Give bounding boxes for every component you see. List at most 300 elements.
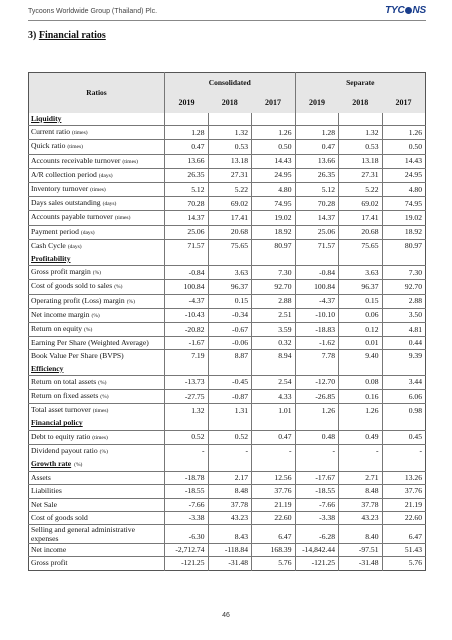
ratio-value: 24.95 <box>382 168 426 182</box>
table-row <box>29 525 426 544</box>
ratio-value: -10.43 <box>165 308 209 322</box>
ratio-value: 17.41 <box>208 211 252 225</box>
table-row <box>29 337 426 350</box>
ratio-value: 4.80 <box>252 183 296 197</box>
ratio-value: 5.12 <box>165 183 209 197</box>
ratio-label-cell <box>29 444 165 458</box>
ratio-value: 69.02 <box>208 197 252 211</box>
section-name: Efficiency <box>31 363 64 373</box>
ratio-value: 80.97 <box>382 239 426 253</box>
empty-cell <box>339 458 383 472</box>
ratio-unit: (%) <box>91 312 100 319</box>
ratio-label-cell <box>29 280 165 294</box>
ratio-unit: (times) <box>122 158 138 165</box>
table-row <box>29 211 426 225</box>
ratio-value: 3.44 <box>382 375 426 389</box>
ratio-value: 1.32 <box>339 126 383 140</box>
ratio-label: Gross profit margin <box>31 267 91 277</box>
ratio-label: Dividend payout ratio <box>31 445 98 455</box>
ratio-value: 37.78 <box>339 498 383 511</box>
ratio-value: - <box>295 444 339 458</box>
table-row <box>29 126 426 140</box>
ratio-label: Return on fixed assets <box>31 391 99 401</box>
ratio-value: 0.15 <box>208 294 252 308</box>
empty-cell <box>208 113 252 126</box>
ratio-label: Cash Cycle <box>31 240 66 250</box>
ratio-value: 1.26 <box>252 126 296 140</box>
ratio-value: 6.47 <box>252 525 296 544</box>
ratio-value: 0.50 <box>382 140 426 154</box>
empty-cell <box>295 363 339 376</box>
ratio-value: -0.45 <box>208 375 252 389</box>
ratio-value: -31.48 <box>208 557 252 570</box>
ratio-label-cell <box>29 525 165 544</box>
ratio-value: 12.56 <box>252 472 296 485</box>
section-name: Profitability <box>31 254 71 264</box>
ratio-unit: (%) <box>84 327 93 334</box>
ratio-label: Total asset turnover <box>31 405 91 415</box>
section-header-row <box>29 363 426 376</box>
company-name-header: Tycoons Worldwide Group (Thailand) Plc. <box>28 8 158 15</box>
ratio-label-cell <box>29 140 165 154</box>
header-divider <box>28 20 426 21</box>
separate-header: Separate <box>295 73 426 94</box>
ratio-value: -14,842.44 <box>295 544 339 557</box>
logo-text-right: NS <box>412 5 426 16</box>
ratio-value: - <box>208 444 252 458</box>
ratio-label: Cost of goods sold to sales <box>31 281 113 291</box>
ratio-label: Earning Per Share (Weighted Average) <box>31 338 149 348</box>
ratio-value: - <box>382 444 426 458</box>
ratio-value: 7.19 <box>165 350 209 363</box>
ratio-unit: (times) <box>90 187 106 194</box>
section-header-row <box>29 113 426 126</box>
ratio-value: 18.92 <box>252 225 296 239</box>
year-header: 2018 <box>339 93 383 113</box>
ratio-value: 19.02 <box>252 211 296 225</box>
ratio-value: 70.28 <box>295 197 339 211</box>
ratio-value: 9.39 <box>382 350 426 363</box>
ratio-label: Selling and general administrative expenses <box>31 525 135 544</box>
table-header-groups <box>29 73 426 94</box>
ratio-unit: (days) <box>98 172 113 179</box>
ratio-unit: (days) <box>102 201 117 208</box>
table-row <box>29 557 426 570</box>
table-row <box>29 140 426 154</box>
ratio-value: 0.01 <box>339 337 383 350</box>
ratio-label-cell <box>29 183 165 197</box>
ratio-value: 37.76 <box>382 485 426 498</box>
ratio-value: 37.76 <box>252 485 296 498</box>
empty-cell <box>339 363 383 376</box>
ratio-value: -18.55 <box>165 485 209 498</box>
ratio-value: 2.88 <box>382 294 426 308</box>
ratio-value: 27.31 <box>208 168 252 182</box>
ratio-value: 43.23 <box>208 511 252 524</box>
empty-cell <box>165 417 209 430</box>
ratio-value: 20.68 <box>339 225 383 239</box>
section-name: Financial policy <box>31 418 83 428</box>
ratio-value: -18.55 <box>295 485 339 498</box>
ratio-value: -18.83 <box>295 323 339 337</box>
ratio-value: 0.45 <box>382 430 426 444</box>
ratio-value: -3.38 <box>295 511 339 524</box>
ratio-value: 20.68 <box>208 225 252 239</box>
ratio-value: 0.32 <box>252 337 296 350</box>
ratio-unit: (%) <box>114 284 123 291</box>
table-row <box>29 404 426 418</box>
year-header: 2018 <box>208 93 252 113</box>
table-row <box>29 350 426 363</box>
ratio-value: 2.88 <box>252 294 296 308</box>
ratio-value: 0.06 <box>339 308 383 322</box>
year-header: 2019 <box>165 93 209 113</box>
empty-cell <box>295 417 339 430</box>
ratio-label: Liabilities <box>31 486 62 496</box>
empty-cell <box>382 458 426 472</box>
ratio-value: 1.28 <box>295 126 339 140</box>
empty-cell <box>252 363 296 376</box>
ratio-value: 6.06 <box>382 390 426 404</box>
ratio-label-cell <box>29 485 165 498</box>
ratio-value: 3.50 <box>382 308 426 322</box>
ratio-value: 70.28 <box>165 197 209 211</box>
ratio-label-cell <box>29 498 165 511</box>
ratio-value: 0.53 <box>339 140 383 154</box>
table-row <box>29 444 426 458</box>
ratio-value: 5.76 <box>382 557 426 570</box>
ratio-value: 1.26 <box>339 404 383 418</box>
section-name: Liquidity <box>31 114 62 123</box>
ratio-unit: (times) <box>114 215 131 222</box>
ratio-value: 2.54 <box>252 375 296 389</box>
ratio-label-cell <box>29 337 165 350</box>
ratio-value: 0.08 <box>339 375 383 389</box>
ratio-value: -27.75 <box>165 390 209 404</box>
empty-cell <box>208 253 252 266</box>
ratio-label-cell <box>29 472 165 485</box>
ratio-value: 4.80 <box>382 183 426 197</box>
empty-cell <box>382 417 426 430</box>
ratio-value: 13.18 <box>339 154 383 168</box>
ratio-value: 3.63 <box>208 266 252 280</box>
ratio-value: 26.35 <box>165 168 209 182</box>
table-body <box>29 113 426 570</box>
empty-cell <box>165 363 209 376</box>
ratio-value: 0.52 <box>165 430 209 444</box>
ratio-value: -18.78 <box>165 472 209 485</box>
ratio-label-cell <box>29 430 165 444</box>
ratio-value: 13.18 <box>208 154 252 168</box>
ratio-label: Current ratio <box>31 127 71 137</box>
ratio-value: 8.40 <box>339 525 383 544</box>
ratio-value: 74.95 <box>252 197 296 211</box>
empty-cell <box>208 363 252 376</box>
ratio-value: 0.44 <box>382 337 426 350</box>
table-row <box>29 197 426 211</box>
ratio-value: 0.53 <box>208 140 252 154</box>
ratio-value: 4.81 <box>382 323 426 337</box>
section-title <box>28 30 106 41</box>
ratio-value: 0.50 <box>252 140 296 154</box>
ratio-value: -7.66 <box>295 498 339 511</box>
ratio-value: 8.48 <box>339 485 383 498</box>
ratio-value: 51.43 <box>382 544 426 557</box>
ratio-unit: (%) <box>100 394 109 401</box>
section-header-cell <box>29 253 165 266</box>
ratio-value: - <box>165 444 209 458</box>
year-header: 2019 <box>295 93 339 113</box>
ratio-unit: (%) <box>126 298 135 305</box>
consolidated-header: Consolidated <box>165 73 296 94</box>
ratio-value: 168.39 <box>252 544 296 557</box>
ratio-value: 100.84 <box>295 280 339 294</box>
ratio-label: Gross profit <box>31 558 68 568</box>
ratio-label: Assets <box>31 473 51 483</box>
ratio-label-cell <box>29 308 165 322</box>
year-header: 2017 <box>252 93 296 113</box>
ratio-value: 5.22 <box>339 183 383 197</box>
ratio-label: Payment period <box>31 226 79 236</box>
ratio-value: -12.70 <box>295 375 339 389</box>
section-title-text: Financial ratios <box>38 30 106 41</box>
table-row <box>29 168 426 182</box>
ratio-value: 0.49 <box>339 430 383 444</box>
ratio-value: 96.37 <box>339 280 383 294</box>
page-number: 46 <box>222 612 230 619</box>
empty-cell <box>165 253 209 266</box>
ratio-value: 0.47 <box>295 140 339 154</box>
section-header-row <box>29 253 426 266</box>
ratio-value: 75.65 <box>339 239 383 253</box>
ratio-value: -0.84 <box>165 266 209 280</box>
financial-ratios-table <box>28 72 426 571</box>
ratio-value: 96.37 <box>208 280 252 294</box>
ratio-unit: (times) <box>92 408 109 415</box>
section-number: 3) <box>28 30 37 41</box>
ratio-value: -0.67 <box>208 323 252 337</box>
ratio-label-cell <box>29 294 165 308</box>
section-header-cell <box>29 113 165 126</box>
ratio-value: 6.47 <box>382 525 426 544</box>
section-header-row <box>29 417 426 430</box>
table-row <box>29 498 426 511</box>
ratio-label: Days sales outstanding <box>31 198 101 208</box>
ratio-value: - <box>252 444 296 458</box>
ratio-value: 14.37 <box>165 211 209 225</box>
empty-cell <box>165 113 209 126</box>
ratio-label-cell <box>29 323 165 337</box>
empty-cell <box>208 458 252 472</box>
ratio-value: 3.59 <box>252 323 296 337</box>
ratio-value: -31.48 <box>339 557 383 570</box>
ratio-label-cell <box>29 544 165 557</box>
ratio-value: 26.35 <box>295 168 339 182</box>
ratio-value: 1.01 <box>252 404 296 418</box>
ratio-label-cell <box>29 225 165 239</box>
ratio-label: Debt to equity ratio <box>31 431 91 441</box>
empty-cell <box>295 253 339 266</box>
ratio-value: -26.85 <box>295 390 339 404</box>
logo-text-left: TYC <box>385 5 405 16</box>
ratio-value: 0.16 <box>339 390 383 404</box>
ratio-value: 8.43 <box>208 525 252 544</box>
ratio-unit: (%) <box>92 270 102 277</box>
ratio-label: Accounts payable turnover <box>31 212 113 222</box>
ratio-value: 8.94 <box>252 350 296 363</box>
ratio-label: Inventory turnover <box>31 184 89 194</box>
empty-cell <box>252 113 296 126</box>
empty-cell <box>295 458 339 472</box>
ratio-value: -6.28 <box>295 525 339 544</box>
ratio-value: 14.43 <box>382 154 426 168</box>
ratio-value: 2.51 <box>252 308 296 322</box>
ratio-value: -4.37 <box>295 294 339 308</box>
ratio-value: 24.95 <box>252 168 296 182</box>
ratio-unit: (times) <box>72 130 88 137</box>
ratio-label: A/R collection period <box>31 169 97 179</box>
table-row <box>29 485 426 498</box>
empty-cell <box>252 253 296 266</box>
table-row <box>29 280 426 294</box>
ratio-value: 8.48 <box>208 485 252 498</box>
ratio-value: -121.25 <box>295 557 339 570</box>
ratio-label: Net income <box>31 545 67 555</box>
table-row <box>29 390 426 404</box>
ratio-value: -0.34 <box>208 308 252 322</box>
ratio-value: 7.78 <box>295 350 339 363</box>
ratio-value: -20.82 <box>165 323 209 337</box>
section-unit: (%) <box>74 462 83 469</box>
ratio-value: 1.32 <box>165 404 209 418</box>
ratio-value: 13.66 <box>295 154 339 168</box>
ratio-label: Net Sale <box>31 499 57 509</box>
ratio-label: Accounts receivable turnover <box>31 155 121 165</box>
ratio-value: -121.25 <box>165 557 209 570</box>
ratio-value: 75.65 <box>208 239 252 253</box>
ratio-value: 1.26 <box>295 404 339 418</box>
table-row <box>29 375 426 389</box>
financial-ratios-table-wrapper <box>28 72 426 571</box>
ratio-label: Return on equity <box>31 324 83 334</box>
ratio-value: 21.19 <box>252 498 296 511</box>
ratio-value: -97.51 <box>339 544 383 557</box>
ratio-label: Book Value Per Share (BVPS) <box>31 351 124 361</box>
table-row <box>29 239 426 253</box>
ratio-value: 92.70 <box>382 280 426 294</box>
section-header-cell <box>29 363 165 376</box>
ratio-value: 14.37 <box>295 211 339 225</box>
table-row <box>29 308 426 322</box>
ratio-label-cell <box>29 168 165 182</box>
ratio-unit: (times) <box>92 434 108 441</box>
ratio-label: Cost of goods sold <box>31 512 88 522</box>
ratio-label-cell <box>29 511 165 524</box>
ratio-value: -118.84 <box>208 544 252 557</box>
table-row <box>29 544 426 557</box>
ratio-unit: (times) <box>67 144 83 151</box>
empty-cell <box>295 113 339 126</box>
ratio-value: 43.23 <box>339 511 383 524</box>
ratio-label: Net income margin <box>31 309 90 319</box>
ratio-value: 2.17 <box>208 472 252 485</box>
table-row <box>29 430 426 444</box>
empty-cell <box>382 253 426 266</box>
ratio-value: -0.06 <box>208 337 252 350</box>
ratio-value: 18.92 <box>382 225 426 239</box>
ratio-value: 4.33 <box>252 390 296 404</box>
ratio-value: 1.31 <box>208 404 252 418</box>
ratio-unit: (days) <box>80 229 95 236</box>
ratio-value: -3.38 <box>165 511 209 524</box>
ratio-label: Operating profit (Loss) margin <box>31 295 125 305</box>
ratio-value: -2,712.74 <box>165 544 209 557</box>
empty-cell <box>339 113 383 126</box>
ratio-value: 0.15 <box>339 294 383 308</box>
section-header-row <box>29 458 426 472</box>
ratio-value: 7.30 <box>252 266 296 280</box>
ratio-value: 3.63 <box>339 266 383 280</box>
ratio-label-cell <box>29 350 165 363</box>
ratio-unit: (%) <box>98 379 107 386</box>
empty-cell <box>165 458 209 472</box>
ratio-value: 17.41 <box>339 211 383 225</box>
ratio-value: 22.60 <box>382 511 426 524</box>
ratio-value: -0.87 <box>208 390 252 404</box>
ratio-value: 27.31 <box>339 168 383 182</box>
ratio-value: 1.28 <box>165 126 209 140</box>
ratio-value: 8.87 <box>208 350 252 363</box>
ratio-unit: (days) <box>67 243 82 250</box>
empty-cell <box>339 253 383 266</box>
empty-cell <box>252 417 296 430</box>
ratio-value: -0.84 <box>295 266 339 280</box>
ratio-value: 5.22 <box>208 183 252 197</box>
logo-dot-icon <box>405 7 412 14</box>
ratio-value: 25.06 <box>165 225 209 239</box>
ratios-header: Ratios <box>29 73 165 114</box>
ratio-value: 25.06 <box>295 225 339 239</box>
company-logo <box>385 5 426 16</box>
ratio-value: 37.78 <box>208 498 252 511</box>
ratio-value: 71.57 <box>165 239 209 253</box>
table-row <box>29 294 426 308</box>
ratio-value: - <box>339 444 383 458</box>
ratio-value: 0.48 <box>295 430 339 444</box>
ratio-value: 9.40 <box>339 350 383 363</box>
ratio-label-cell <box>29 390 165 404</box>
empty-cell <box>252 458 296 472</box>
ratio-value: -1.67 <box>165 337 209 350</box>
ratio-label-cell <box>29 557 165 570</box>
empty-cell <box>382 113 426 126</box>
ratio-label-cell <box>29 197 165 211</box>
table-row <box>29 154 426 168</box>
ratio-value: 14.43 <box>252 154 296 168</box>
ratio-value: -13.73 <box>165 375 209 389</box>
ratio-value: 22.60 <box>252 511 296 524</box>
year-header: 2017 <box>382 93 426 113</box>
ratio-value: -4.37 <box>165 294 209 308</box>
ratio-value: 5.12 <box>295 183 339 197</box>
ratio-value: -10.10 <box>295 308 339 322</box>
ratio-value: 0.47 <box>165 140 209 154</box>
ratio-value: 71.57 <box>295 239 339 253</box>
table-row <box>29 225 426 239</box>
ratio-value: 1.32 <box>208 126 252 140</box>
ratio-label-cell <box>29 211 165 225</box>
ratio-value: 19.02 <box>382 211 426 225</box>
